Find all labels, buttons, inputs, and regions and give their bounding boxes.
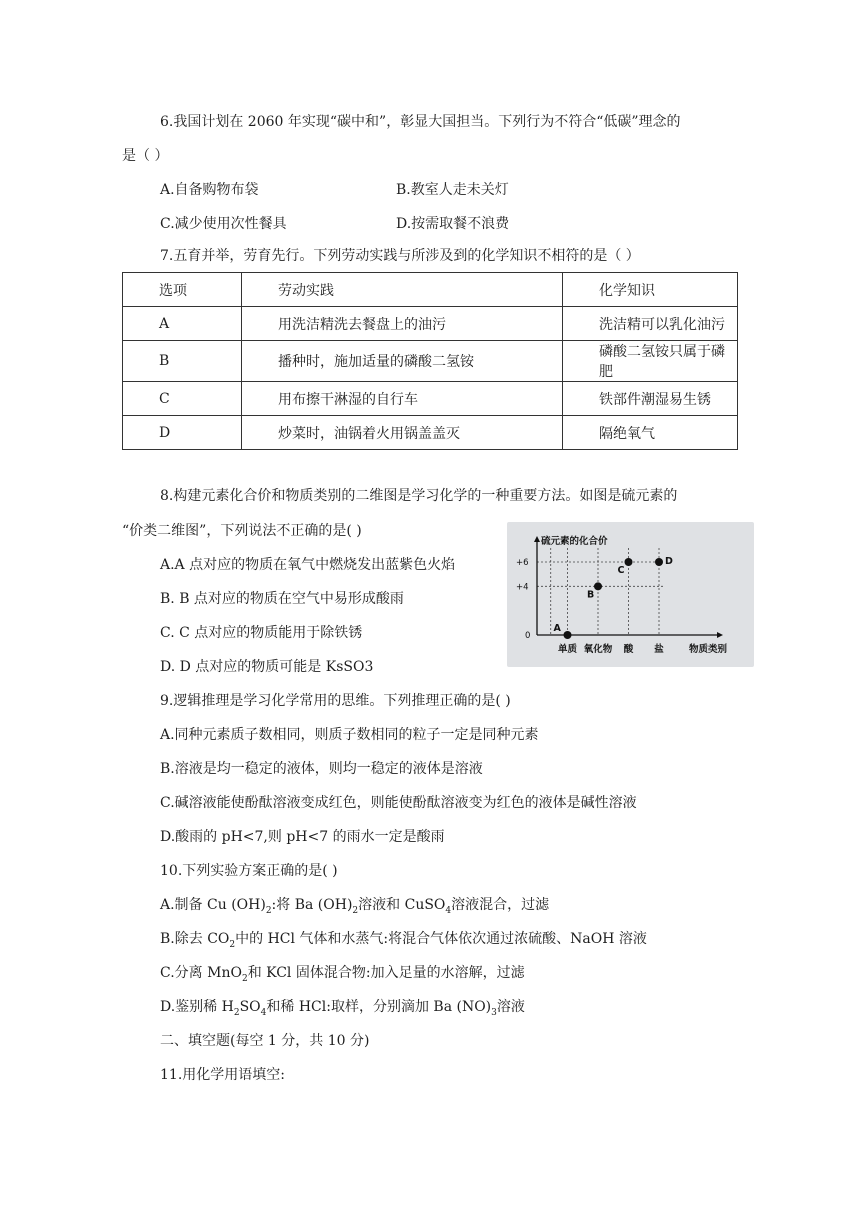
y-axis-arrow [534,536,540,542]
data-label-a: A [553,623,561,634]
q8-option-d: D. D 点对应的物质可能是 KsSO3 [160,659,374,675]
data-label-b: B [587,589,595,601]
chart-svg [507,522,754,667]
q8-option-b: B. B 点对应的物质在空气中易形成酸雨 [160,591,404,607]
table-cell: 隔绝氧气 [563,416,738,450]
table-cell: 磷酸二氢铵只属于磷肥 [563,341,738,382]
data-point-b [594,582,602,590]
x-tick-label: 盐 [654,644,664,655]
table-cell: 铁部件潮湿易生锈 [563,382,738,416]
x-tick-label: 氧化物 [583,644,613,655]
q6-option-d: D.按需取餐不浪费 [396,216,510,232]
chart-title: 硫元素的化合价 [541,536,608,547]
q7-table [122,272,738,450]
table-cell: 洗洁精可以乳化油污 [563,307,738,341]
y-tick-label: +4 [516,582,529,593]
sulfur-valence-chart [507,522,754,667]
table-cell: 用布擦干淋湿的自行车 [242,382,563,416]
data-label-c: C [617,565,625,576]
q10-option-d: D.鉴别稀 $H_2SO_4$和稀 HCl:取样，分别滴加 Ba $(NO)_3$溶液 [160,999,525,1018]
q6-stem-line1: 6.我国计划在 2060 年实现“碳中和”，彰显大国担当。下列行为不符合“低碳”理念的 [160,114,681,130]
q10-option-a: A.制备 Cu $(OH)_2$:将 Ba $(OH)_2$溶液和 CuSO$_4$溶液混合，过滤 [160,897,550,916]
table-cell: A [123,307,242,341]
section-heading: 二、填空题(每空 1 分，共 10 分) [160,1033,370,1049]
y-tick-label: 0 [525,631,531,641]
q8-stem-line1: 8.构建元素化合价和物质类别的二维图是学习化学的一种重要方法。如图是硫元素的 [160,488,678,504]
q7-stem: 7.五育并举，劳育先行。下列劳动实践与所涉及到的化学知识不相符的是（ ） [160,248,640,264]
table-header-cell: 化学知识 [563,273,738,307]
data-point-c [625,558,633,566]
q10-option-b: B.除去 $CO_2$中的 HCl 气体和水蒸气:将混合气体依次通过浓硫酸、NaOH 溶液 [160,931,647,950]
q9-option-b: B.溶液是均一稳定的液体，则均一稳定的液体是溶液 [160,761,483,777]
q9-option-a: A.同种元素质子数相同，则质子数相同的粒子一定是同种元素 [160,727,539,743]
q8-option-c: C. C 点对应的物质能用于除铁锈 [160,625,363,641]
x-tick-label: 酸 [623,644,634,655]
table-header-cell: 选项 [123,273,242,307]
table-cell: 用洗洁精洗去餐盘上的油污 [242,307,563,341]
table-row [123,341,738,382]
q6-stem-line2: 是（ ） [122,148,169,164]
q6-option-b: B.教室人走未关灯 [396,182,509,198]
table-row [123,416,738,450]
q10-stem: 10.下列实验方案正确的是( ) [160,863,338,879]
table-header-row [123,273,738,307]
table-row [123,382,738,416]
table-cell: 播种时，施加适量的磷酸二氢铵 [242,341,563,382]
q9-stem: 9.逻辑推理是学习化学常用的思维。下列推理正确的是( ) [160,693,511,709]
table-row [123,307,738,341]
data-point-a [564,631,572,639]
q9-option-d: D.酸雨的 pH<7,则 pH<7 的雨水一定是酸雨 [160,829,445,845]
data-label-d: D [665,556,673,567]
q6-option-a: A.自备购物布袋 [160,182,259,198]
data-point-d [655,558,663,566]
q11-stem: 11.用化学用语填空: [160,1067,285,1083]
table-cell: C [123,382,242,416]
q9-option-c: C.碱溶液能使酚酞溶液变成红色，则能使酚酞溶液变为红色的液体是碱性溶液 [160,795,637,811]
x-axis-label: 物质类别 [689,644,728,655]
q6-option-c: C.减少使用次性餐具 [160,216,287,232]
x-axis-arrow [717,632,723,638]
q8-option-a: A.A 点对应的物质在氧气中燃烧发出蓝紫色火焰 [160,557,456,573]
table-cell: 炒菜时，油锅着火用锅盖盖灭 [242,416,563,450]
table-cell: B [123,341,242,382]
table-cell: D [123,416,242,450]
table-header-cell: 劳动实践 [242,273,563,307]
x-tick-label: 单质 [557,644,578,655]
q8-stem-line2: “价类二维图”，下列说法不正确的是( ) [122,523,362,539]
y-tick-label: +6 [516,558,529,568]
q10-option-c: C.分离 MnO$_2$和 KCl 固体混合物:加入足量的水溶解，过滤 [160,965,525,984]
